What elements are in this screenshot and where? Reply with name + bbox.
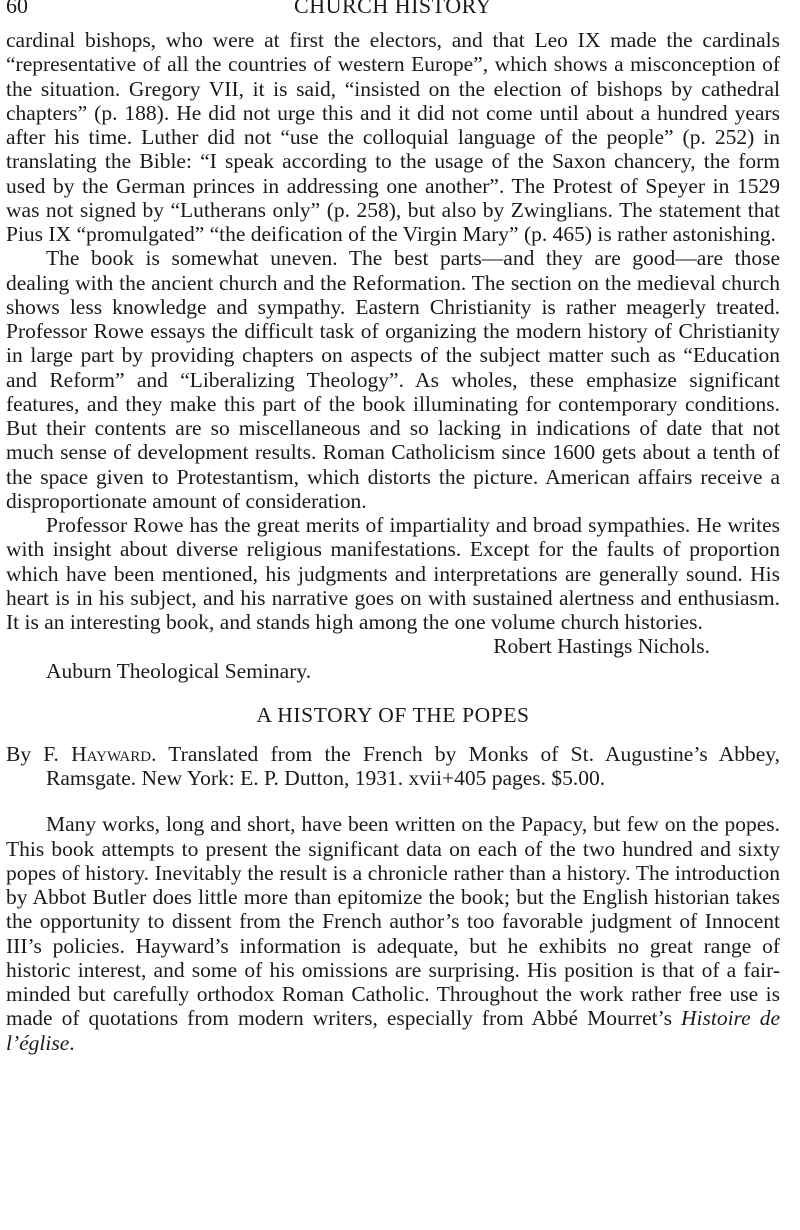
reviewer-signature: Robert Hastings Nichols.	[493, 634, 710, 659]
cited-work-title: Histoire de l’église	[6, 1006, 780, 1055]
bibliographic-entry	[6, 742, 780, 791]
bib-details: . Translated from the French by Monks of St. Augustine’s Abbey, Ramsgate. New York: E. P. Dutton, 1931. xvii+405 pages. $5.00.	[46, 741, 781, 790]
review1-paragraph-3: Professor Rowe has the great merits of impartiality and broad sympathies. He writes with insight about diverse religious manifestations. Except for the faults of proportion which have been mentioned, his judgments and interpretations are generally sound. His heart is in his subject, and his narrative goes on with sustained alertness and enthusiasm. It is an interesting book, and stands high among the one volume church histories.	[6, 513, 780, 634]
review2-paragraph-1	[6, 812, 780, 1055]
spacer	[6, 790, 780, 812]
reviewer-affiliation: Auburn Theological Seminary.	[46, 658, 312, 683]
section-title: A HISTORY OF THE POPES	[256, 702, 530, 727]
review1-paragraph-1: cardinal bishops, who were at first the electors, and that Leo IX made the cardinals “representative of all the countries of western Europe”, which shows a misconception of the situation. Gregory VII, it is said, “insisted on the election of bishops by cathedral chapters” (p. 188). He did not urge this and it did not come until about a hundred years after his time. Luther did not “use the colloquial language of the people” (p. 252) in translating the Bible: “I speak according to the usage of the Saxon chancery, the form used by the German princes in addressing one another”. The Protest of Speyer in 1529 was not signed by “Lutherans only” (p. 258), but also by Zwinglians. The statement that Pius IX “promulgated” “the deification of the Virgin Mary” (p. 465) is rather astonishing.	[6, 28, 780, 246]
bib-author: Hayward	[71, 741, 152, 766]
review2-paragraph-1-end: .	[69, 1030, 75, 1055]
page-number: 60	[6, 0, 28, 18]
page	[6, 0, 780, 1055]
running-head	[6, 0, 780, 28]
review1-paragraph-2: The book is somewhat uneven. The best parts—and they are good—are those dealing with the ancient church and the Reformation. The section on the medieval church shows less knowledge and sympathy. Eastern Christianity is rather meagerly treated. Professor Rowe essays the difficult task of organizing the modern history of Christianity in large part by providing chapters on aspects of the subject matter such as “Education and Reform” and “Liberalizing Theology”. As wholes, these emphasize significant features, and they make this part of the book illuminating for contemporary conditions. But their contents are so miscellaneous and so lacking in indications of date that not much sense of development results. Roman Catholicism since 1600 gets about a tenth of the space given to Protestantism, which distorts the picture. American affairs receive a disproportionate amount of consideration.	[6, 246, 780, 513]
bib-by: By F.	[6, 741, 72, 766]
running-title: CHURCH HISTORY	[294, 0, 492, 18]
review2-paragraph-1-text: Many works, long and short, have been written on the Papacy, but few on the popes. This book attempts to present the significant data on each of the two hundred and sixty popes of history. Inevitably the result is a chronicle rather than a history. The introduction by Abbot Butler does little more than epitomize the book; but the English historian takes the opportunity to dissent from the French author’s too favorable judgment of Innocent III’s policies. Hayward’s information is adequate, but he exhibits no great range of historic interest, and some of his omissions are surprising. His position is that of a fair-minded but carefully orthodox Roman Catholic. Throughout the work rather free use is made of quotations from modern writers, especially from Abbé Mourret’s	[6, 812, 780, 1031]
